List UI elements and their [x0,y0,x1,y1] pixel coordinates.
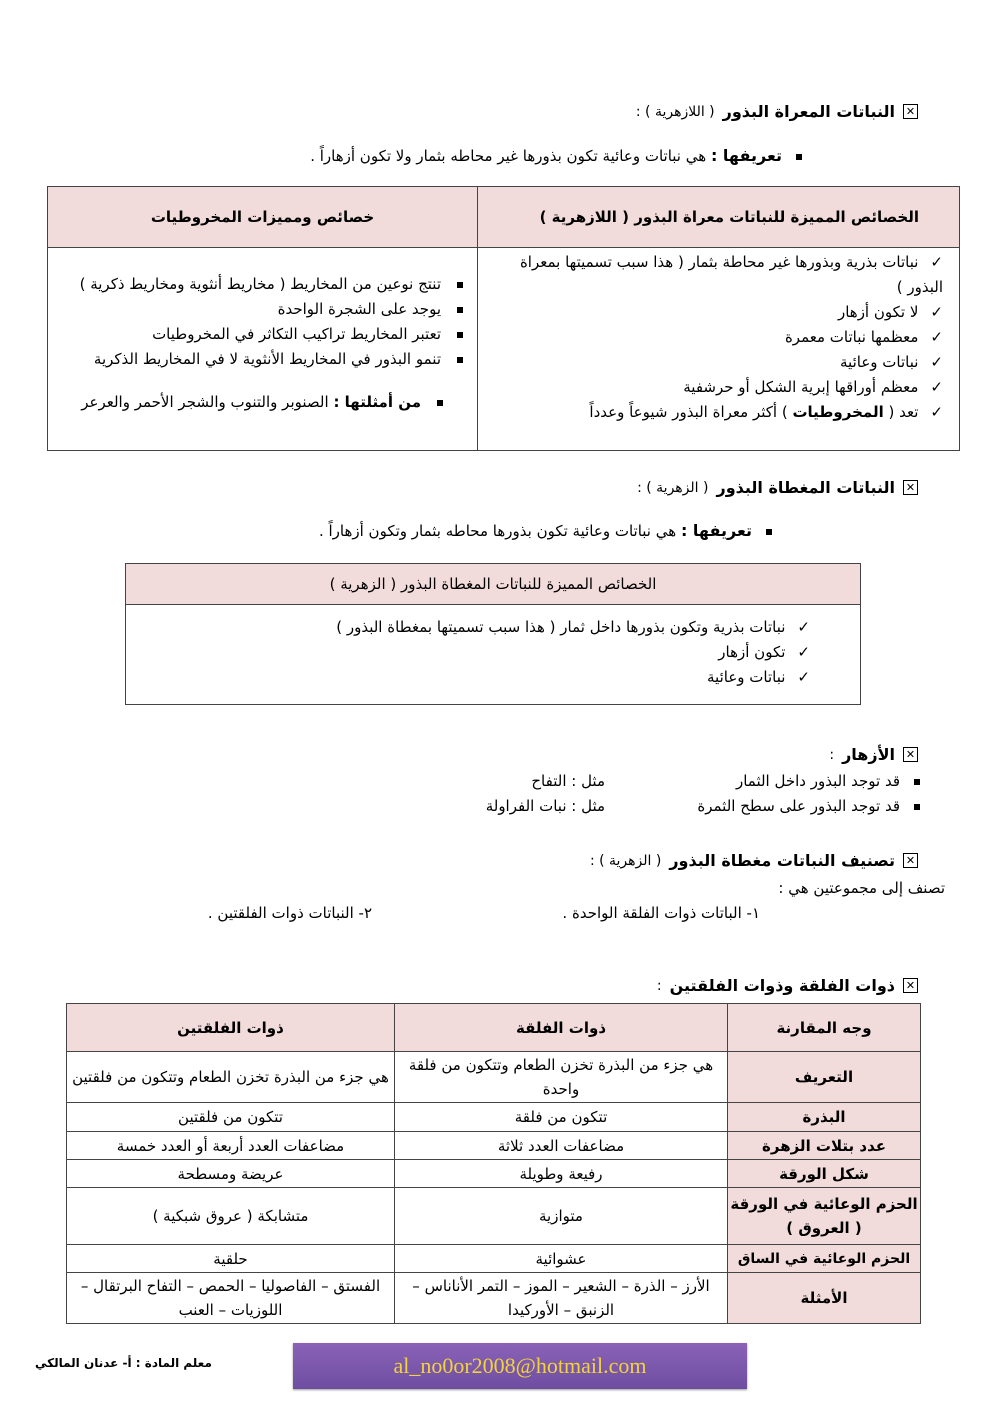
classification-group-2: ٢- النباتات ذوات الفلقتين . [207,904,372,922]
list-item: ✓ نباتات وعائية [136,665,810,690]
definition-gymnosperms [310,146,802,165]
heading-text: الأزهار [842,745,895,764]
checkbox-x-icon: ✕ [903,104,918,119]
row-label: الحزم الوعائية في الساق [728,1245,921,1273]
flowers-example: مثل : نبات الفراولة [485,797,605,815]
text: ) أكثر معراة البذور شيوعاً وعدداً [589,403,788,421]
table-row [67,1132,921,1160]
definition-label: تعريفها : [680,521,752,540]
table-cell: متوازية [395,1188,728,1245]
table-cell: حلقية [67,1245,395,1273]
table-header: الخصائص المميزة للنباتات المغطاة البذور ( الزهرية ) [126,564,861,605]
heading-text: ذوات الفلقة وذوات الفلقتين [669,976,895,995]
text: قد توجد البذور داخل الثمار [735,772,900,790]
definition-angiosperms [319,521,772,540]
list-item [488,400,943,425]
email-banner: al_no0or2008@hotmail.com [293,1343,747,1389]
heading-paren: ( الزهرية ) : [637,479,709,496]
definition-text: هي نباتات وعائية تكون بذورها محاطه بثمار وتكون أزهاراً . [318,522,677,540]
table-header: ذوات الفلقة [395,1004,728,1052]
table-cell: مضاعفات العدد ثلاثة [395,1132,728,1160]
bullet-icon [914,779,920,785]
examples-text: الصنوبر والتنوب والشجر الأحمر والعرعر [81,393,329,411]
angiosperm-features-cell [126,605,861,705]
table-row [67,1245,921,1273]
table-header: وجه المقارنة [728,1004,921,1052]
gymnosperm-table [47,186,960,451]
bold-term: المخروطيات [792,403,884,421]
section-heading-gymnosperms [636,102,918,121]
row-label: شكل الورقة [728,1160,921,1188]
classification-intro: تصنف إلى مجموعتين هي : [778,879,945,897]
table-cell: مضاعفات العدد أربعة أو العدد خمسة [67,1132,395,1160]
heading-text: تصنيف النباتات مغطاة البذور [669,851,895,870]
flowers-example: مثل : التفاح [531,772,605,790]
comparison-table [66,1003,921,1324]
definition-label: تعريفها : [710,146,782,165]
table-cell: هي جزء من البذرة تخزن الطعام وتتكون من فلقتين [67,1052,395,1103]
teacher-name: معلم المادة : أ- عدنان المالكي [35,1356,212,1370]
text: تعد ( [888,403,919,421]
list-item: ✓ نباتات بذرية وبذورها غير محاطة بثمار ( هذا سبب تسميتها بمعراة البذور ) [488,250,943,300]
flowers-item [697,797,920,815]
list-item: يوجد على الشجرة الواحدة [58,297,463,322]
conifer-features-cell [48,248,478,451]
checkbox-x-icon: ✕ [903,978,918,993]
checkbox-x-icon: ✕ [903,853,918,868]
table-cell: متشابكة ( عروق شبكية ) [67,1188,395,1245]
text: قد توجد البذور على سطح الثمرة [697,797,900,815]
table-row [67,1052,921,1103]
definition-text: هي نباتات وعائية تكون بذورها غير محاطه بثمار ولا تكون أزهاراً . [310,147,707,165]
list-item: ✓ لا تكون أزهار [488,300,943,325]
list-item: ✓ معظمها نباتات معمرة [488,325,943,350]
classification-group-1: ١- الباتات ذوات الفلقة الواحدة . [562,904,760,922]
row-label: البذرة [728,1103,921,1132]
list-item: تنمو البذور في المخاريط الأنثوية لا في المخاريط الذكرية [58,347,463,372]
heading-text: النباتات المغطاة البذور [716,478,895,497]
examples-label: من أمثلتها : [333,393,421,411]
heading-paren: ( الزهرية ) : [589,852,662,869]
row-label: التعريف [728,1052,921,1103]
heading-colon: : [656,977,662,994]
row-label: الحزم الوعائية في الورقة ( العروق ) [728,1188,921,1245]
table-cell: هي جزء من البذرة تخزن الطعام وتتكون من فلقة واحدة [395,1052,728,1103]
list-item: ✓ معظم أوراقها إبرية الشكل أو حرشفية [488,375,943,400]
list-item: تعتبر المخاريط تراكيب التكاثر في المخروطيات [58,322,463,347]
gymnosperm-features-cell [478,248,960,451]
list-item: تنتج نوعين من المخاريط ( مخاريط أنثوية ومخاريط ذكرية ) [58,272,463,297]
row-label: عدد بتلات الزهرة [728,1132,921,1160]
table-header: الخصائص المميزة للنباتات معراة البذور ( اللازهرية ) [478,187,960,248]
section-heading-flowers [829,745,918,764]
table-header: خصائص ومميزات المخروطيات [48,187,478,248]
heading-paren: ( اللازهرية ) : [635,103,715,120]
heading-colon: : [829,746,835,763]
table-cell: تتكون من فلقتين [67,1103,395,1132]
row-label: الأمثلة [728,1273,921,1324]
bullet-icon [796,154,802,160]
table-cell: الفستق – الفاصوليا – الحمص – التفاح البرتقال – اللوزيات – العنب [67,1273,395,1324]
table-cell: رفيعة وطويلة [395,1160,728,1188]
section-heading-comparison [657,976,918,995]
angiosperm-table [125,563,861,705]
bullet-icon [914,804,920,810]
table-cell: عشوائية [395,1245,728,1273]
checkbox-x-icon: ✕ [903,747,918,762]
bullet-icon [766,529,772,535]
section-heading-angiosperms [637,478,918,497]
section-heading-classification [590,851,918,870]
table-header: ذوات الفلقتين [67,1004,395,1052]
table-row [67,1188,921,1245]
table-row [67,1160,921,1188]
table-cell: تتكون من فلقة [395,1103,728,1132]
table-cell: الأرز – الذرة – الشعير – الموز – التمر الأناناس – الزنبق – الأوركيدا [395,1273,728,1324]
heading-text: النباتات المعراة البذور [722,102,895,121]
list-item [58,390,443,415]
table-row [67,1273,921,1324]
flowers-item [736,772,920,790]
table-cell: عريضة ومسطحة [67,1160,395,1188]
list-item: ✓ نباتات وعائية [488,350,943,375]
table-row [67,1103,921,1132]
checkbox-x-icon: ✕ [903,480,918,495]
list-item: ✓ نباتات بذرية وتكون بذورها داخل ثمار ( هذا سبب تسميتها بمغطاة البذور ) [136,615,810,640]
list-item: ✓ تكون أزهار [136,640,810,665]
